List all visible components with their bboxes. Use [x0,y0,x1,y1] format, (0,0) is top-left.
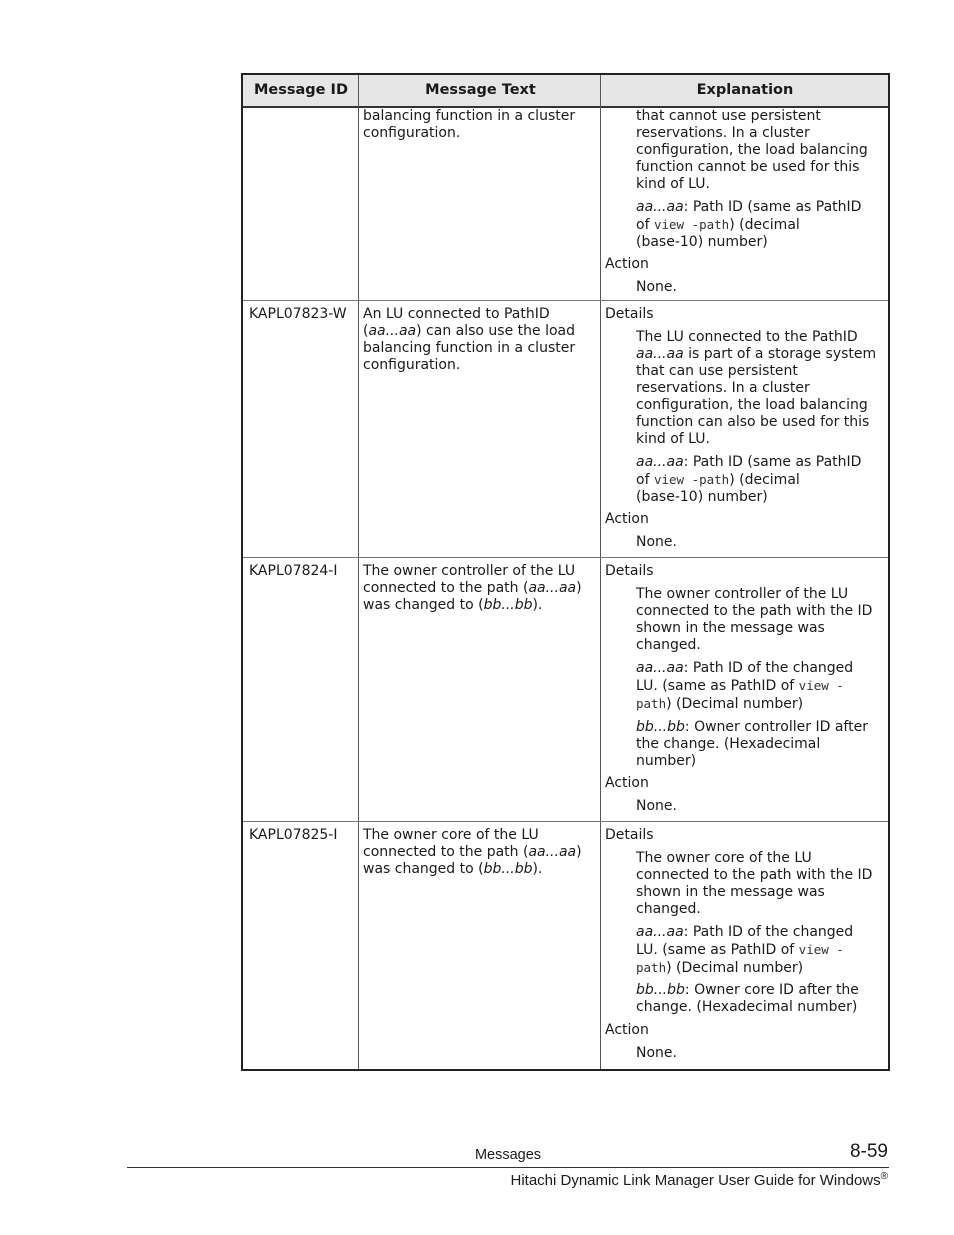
message-text-cell: The owner core of the LU connected to the path (aa...aa) was changed to (bb...bb). [363,827,582,877]
row-divider [243,300,888,301]
table-header [243,75,888,108]
action-value: None. [636,279,677,295]
message-text-cell: An LU connected to PathID (aa...aa) can also use the load balancing function in a cluster configuration. [363,306,576,373]
parameter-description: aa...aa: Path ID of the changed LU. (same as PathID of view - path) (Decimal number) [636,924,854,976]
message-text-cell: The owner controller of the LU connected to the path (aa...aa) was changed to (bb...bb). [363,563,582,613]
parameter-description: bb...bb: Owner core ID after the change. (Hexadecimal number) [636,982,859,1015]
message-id: KAPL07823-W [249,306,347,322]
parameter-description: aa...aa: Path ID (same as PathID of view -path) (decimal (base-10) number) [636,454,862,505]
details-label: Details [605,827,654,843]
parameter-description: aa...aa: Path ID (same as PathID of view -path) (decimal (base-10) number) [636,199,862,250]
row-divider [243,557,888,558]
action-value: None. [636,798,677,814]
details-text: The LU connected to the PathID aa...aa is part of a storage system that can use persistent reservations. In a cluster configuration, the load balancing function can also be used for this kind of LU. [636,329,877,447]
column-divider [358,75,359,1069]
details-text: that cannot use persistent reservations. In a cluster configuration, the load balancing function cannot be used for this kind of LU. [636,108,868,192]
page-number: 8-59 [849,1141,888,1162]
column-divider [600,75,601,1069]
header-message-text: Message Text [425,82,536,98]
action-label: Action [605,256,649,272]
action-label: Action [605,1022,649,1038]
footer-rule [127,1167,889,1168]
message-text-cell: balancing function in a cluster configuration. [363,108,576,141]
row-divider [243,821,888,822]
parameter-description: aa...aa: Path ID of the changed LU. (same as PathID of view - path) (Decimal number) [636,660,854,712]
action-value: None. [636,534,677,550]
header-explanation: Explanation [696,82,794,98]
action-label: Action [605,775,649,791]
message-id: KAPL07824-I [249,563,338,579]
footer-document-title: Hitachi Dynamic Link Manager User Guide for Windows® [510,1171,888,1189]
action-value: None. [636,1045,677,1061]
footer-section-name: Messages [474,1147,542,1163]
details-text: The owner core of the LU connected to the path with the ID shown in the message was changed. [636,850,873,917]
details-label: Details [605,306,654,322]
details-text: The owner controller of the LU connected to the path with the ID shown in the message was changed. [636,586,873,653]
message-id: KAPL07825-I [249,827,338,843]
parameter-description: bb...bb: Owner controller ID after the change. (Hexadecimal number) [636,719,868,769]
action-label: Action [605,511,649,527]
header-message-id: Message ID [253,82,348,98]
details-label: Details [605,563,654,579]
